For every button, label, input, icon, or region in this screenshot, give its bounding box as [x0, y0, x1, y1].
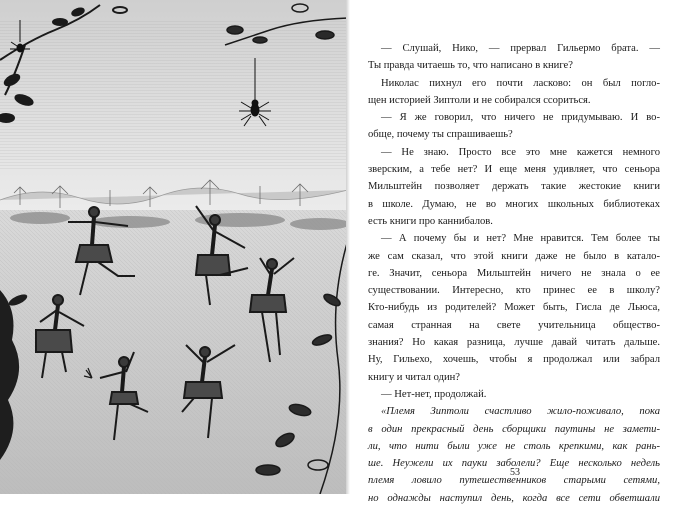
text-line: зверским, а тебе нет? И еще меня удивляет, что сеньора	[368, 164, 660, 176]
page-number: 53	[510, 467, 520, 478]
text-line: знания? Но какая разница, лучше давай читать дальше.	[368, 337, 660, 349]
text-line: племя ловило путешественников старыми сетями,	[368, 475, 660, 487]
body-text	[368, 40, 660, 507]
text-line: в школе. Думаю, не во многих школьных библиотеках	[368, 198, 660, 210]
text-line: ге. Значит, сеньора Мильштейн ничего не знала о ее	[368, 267, 660, 279]
text-line: — Слушай, Нико, — прервал Гильермо брата. —	[381, 43, 660, 54]
text-line: есть книги про каннибалов.	[368, 215, 493, 227]
text-page	[356, 0, 674, 504]
book-gutter	[346, 0, 350, 494]
text-line: — Я же говорил, что ничего не придумываю. И во-	[381, 112, 660, 124]
sky-hatching	[0, 20, 348, 170]
text-line: ли, что нити были уже не столь крепкими, как рань-	[368, 440, 660, 452]
text-line: самая странная на свете учительница обществo-	[368, 319, 660, 331]
text-line: — А почему бы и нет? Мне нравится. Тем более ты	[381, 233, 660, 245]
text-line: Николас пихнул его почти ласково: он был погло-	[381, 77, 660, 89]
text-line: — Не знаю. Просто все это мне кажется немного	[381, 146, 660, 158]
text-line: в один прекрасный день сборщики паутины не замети-	[368, 423, 660, 435]
text-line: Кто-нибудь из родителей? Может быть, Гисла де Льюса,	[368, 302, 660, 314]
text-line: щен историей Зиптоли и не собирался ссориться.	[368, 94, 591, 106]
text-line: «Племя Зиптоли счастливо жило-поживало, пока	[381, 406, 660, 418]
text-line: же сам сказал, что этой книги даже не было в катало-	[368, 250, 660, 262]
text-line: — Нет-нет, продолжай.	[381, 388, 487, 400]
text-line: Мильштейн позволяет держать такие жестокие книги	[368, 181, 660, 193]
text-line: обще, почему ты спрашиваешь?	[368, 129, 513, 141]
text-line: ше. Неужели их пауки заболели? Еще несколько недель	[368, 458, 660, 470]
text-line: Ты правда читаешь то, что написано в книге?	[368, 60, 573, 72]
text-line: книгу и читал один?	[368, 371, 461, 383]
text-line: но однажды наступил день, когда все сети обветшали	[368, 492, 660, 504]
text-line: существовании. Интересно, кто принес ее в школу?	[368, 285, 660, 297]
text-line: Ну, Гильехо, хочешь, чтобы я продолжал или забрал	[368, 354, 660, 366]
